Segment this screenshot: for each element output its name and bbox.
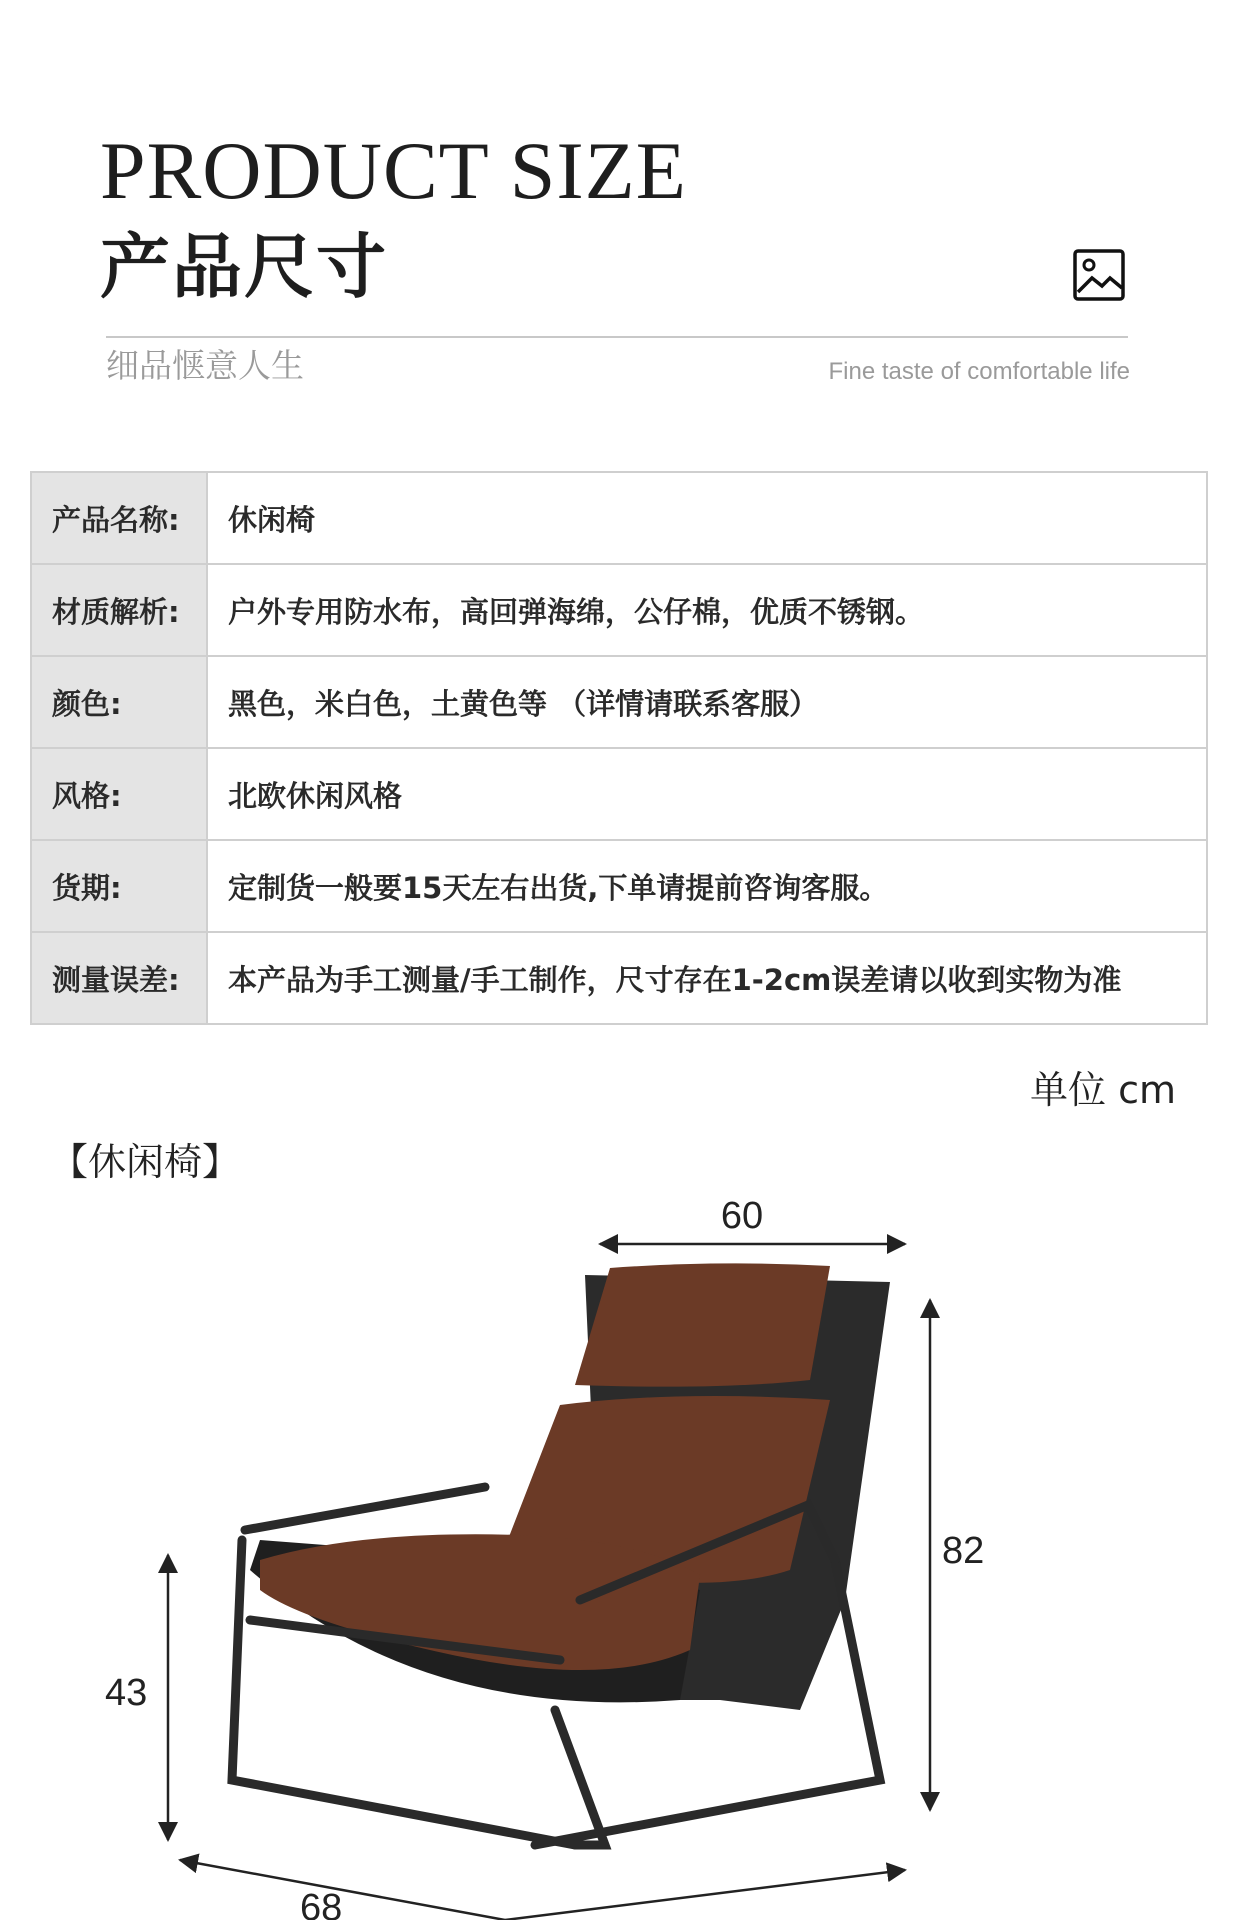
spec-value: 户外专用防水布，高回弹海绵，公仔棉，优质不锈钢。	[207, 564, 1207, 656]
spec-label: 产品名称:	[31, 472, 207, 564]
dimension-height-label: 82	[942, 1530, 985, 1572]
dimension-depth-label: 68	[300, 1887, 343, 1920]
dimension-seat-height-label: 43	[105, 1672, 148, 1714]
table-row	[31, 472, 1207, 564]
chair-frame-front	[555, 1710, 605, 1845]
spec-label: 测量误差:	[31, 932, 207, 1024]
table-row	[31, 932, 1207, 1024]
spec-value: 本产品为手工测量/手工制作，尺寸存在1-2cm误差请以收到实物为准	[207, 932, 1207, 1024]
chair-frame-armrest-left	[245, 1487, 485, 1530]
table-row	[31, 840, 1207, 932]
table-row	[31, 564, 1207, 656]
spec-label: 材质解析:	[31, 564, 207, 656]
dimension-depth-line	[180, 1860, 505, 1920]
dimension-depth-line-right	[505, 1870, 905, 1920]
slogan-en: Fine taste of comfortable life	[828, 358, 1130, 385]
header-divider	[106, 336, 1128, 338]
spec-value: 定制货一般要15天左右出货,下单请提前咨询客服。	[207, 840, 1207, 932]
table-row	[31, 748, 1207, 840]
spec-label: 货期:	[31, 840, 207, 932]
dimension-width-label: 60	[720, 1195, 764, 1237]
title-en: PRODUCT SIZE	[100, 125, 687, 216]
slogan-cn: 细品惬意人生	[106, 346, 304, 385]
chair-dimension-drawing	[0, 1180, 1240, 1920]
chair-illustration	[232, 1263, 890, 1845]
table-row	[31, 656, 1207, 748]
chair-title: 【休闲椅】	[50, 1140, 241, 1184]
unit-label: 单位 cm	[1030, 1068, 1176, 1112]
spec-value: 黑色，米白色，土黄色等 （详情请联系客服）	[207, 656, 1207, 748]
spec-value: 北欧休闲风格	[207, 748, 1207, 840]
image-icon[interactable]	[1072, 248, 1126, 302]
spec-table	[30, 471, 1208, 1025]
chair-upper-cushion	[575, 1263, 830, 1386]
spec-label: 风格:	[31, 748, 207, 840]
spec-value: 休闲椅	[207, 472, 1207, 564]
spec-label: 颜色:	[31, 656, 207, 748]
title-cn: 产品尺寸	[100, 226, 388, 308]
